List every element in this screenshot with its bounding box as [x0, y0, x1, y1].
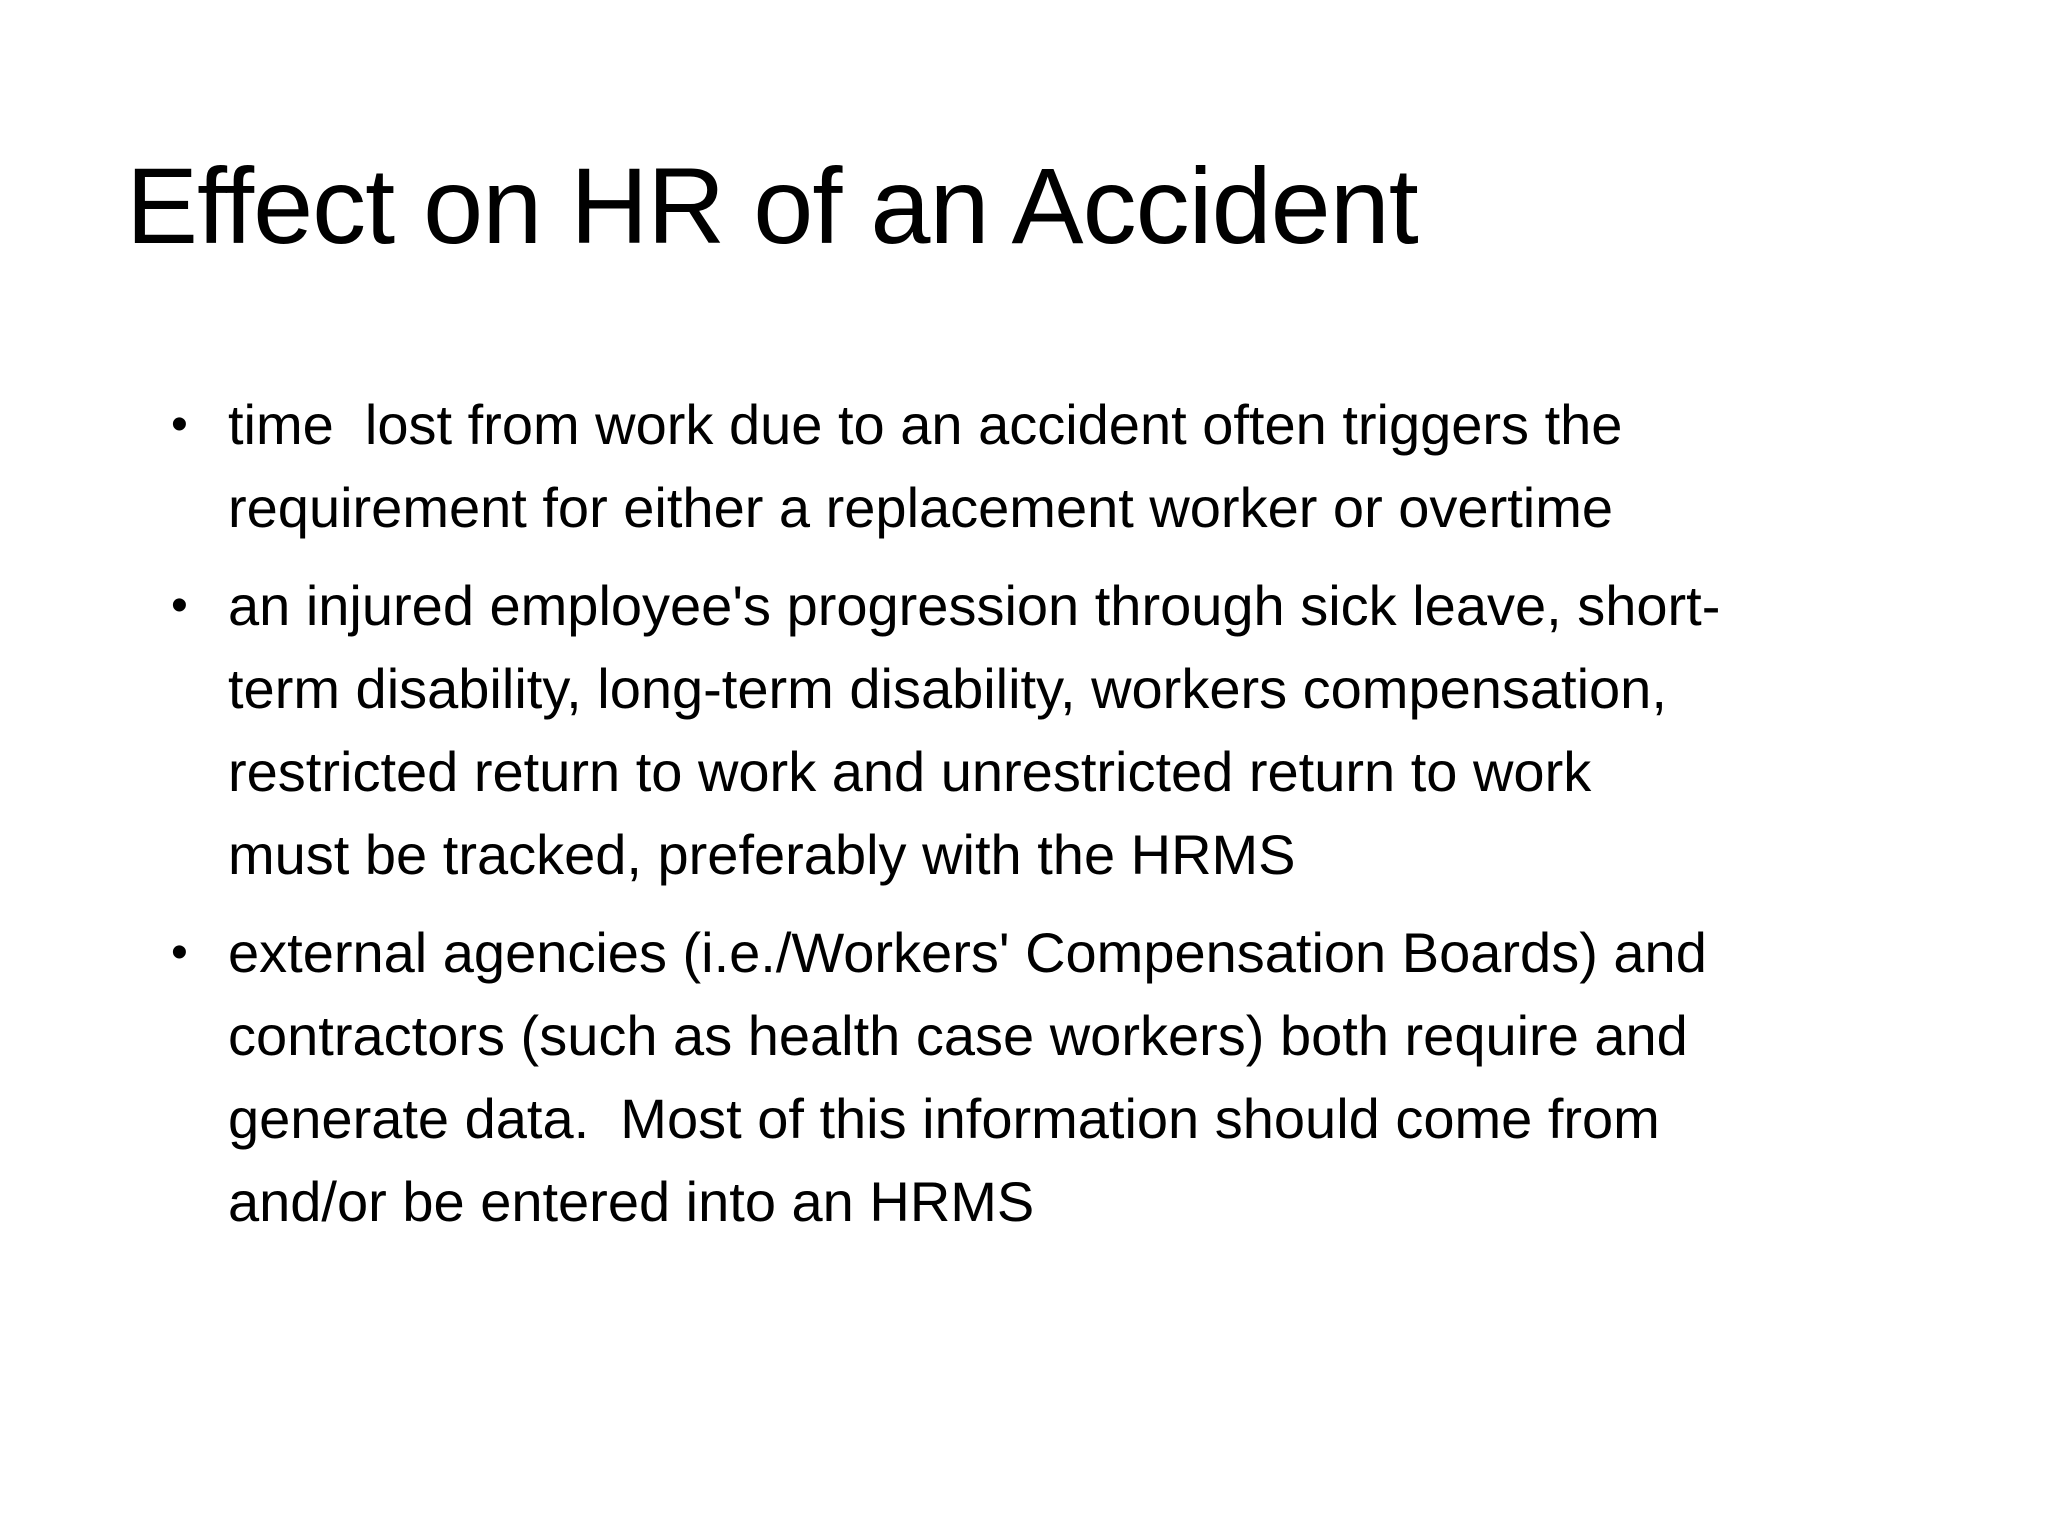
bullet-dot-icon: • [171, 926, 188, 979]
bullet-line: must be tracked, preferably with the HRMS [228, 823, 1296, 886]
bullet-line: contractors (such as health case workers) both require and [228, 1004, 1688, 1067]
slide-title: Effect on HR of an Accident [126, 145, 1418, 266]
bullet-line: generate data. Most of this information should come from [228, 1087, 1660, 1150]
bullet-line: an injured employee's progression through sick leave, short- [228, 574, 1721, 637]
bullet-line: term disability, long-term disability, workers compensation, [228, 657, 1667, 720]
bullet-dot-icon: • [171, 398, 188, 451]
bullet-line: external agencies (i.e./Workers' Compensation Boards) and [228, 921, 1707, 984]
bullet-dot-icon: • [171, 579, 188, 632]
bullet-line: time lost from work due to an accident often triggers the [228, 393, 1623, 456]
bullet-line: requirement for either a replacement worker or overtime [228, 476, 1614, 539]
bullet-item [171, 564, 1948, 896]
bullet-item [171, 383, 1948, 549]
bullet-line: restricted return to work and unrestricted return to work [228, 740, 1592, 803]
bullet-line: and/or be entered into an HRMS [228, 1170, 1035, 1233]
bullet-list [171, 383, 1948, 1258]
bullet-item [171, 911, 1948, 1243]
